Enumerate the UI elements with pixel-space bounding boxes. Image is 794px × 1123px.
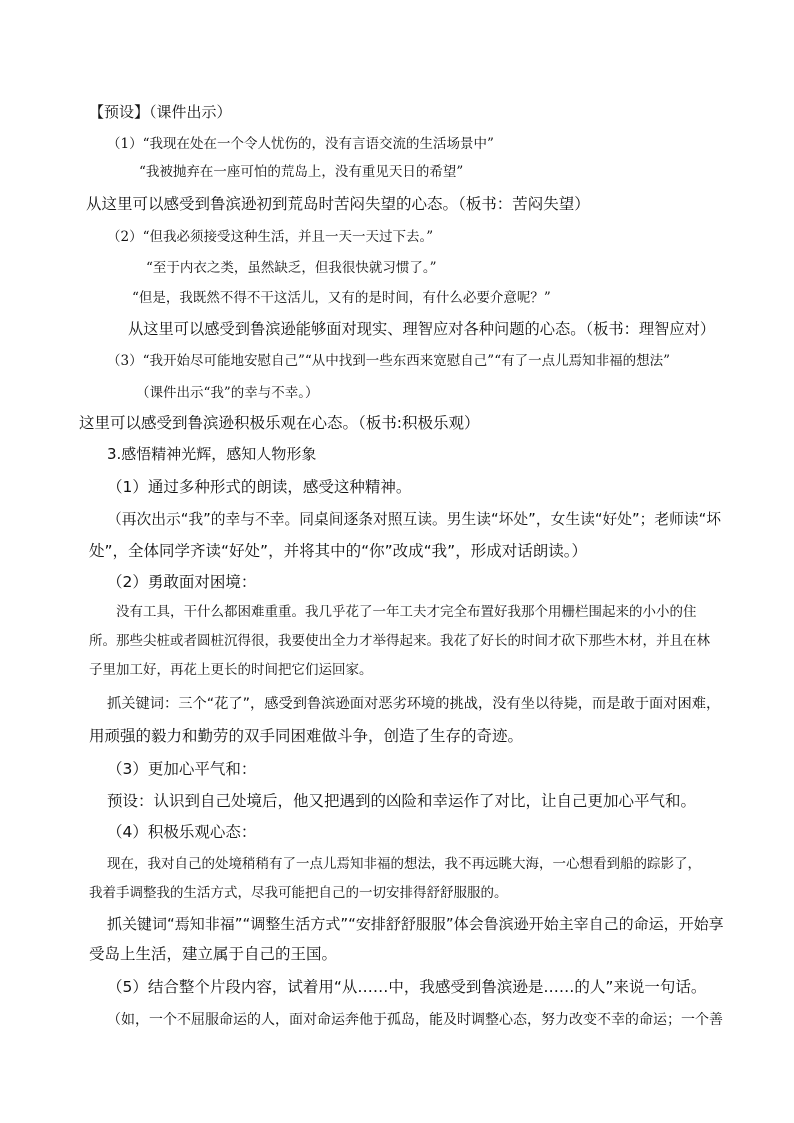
paragraph-line: 从这里可以感受到鲁滨逊能够面对现实、理智应对各种问题的心态。（板书：理智应对） bbox=[128, 320, 716, 338]
excerpt-line: 现在，我对自己的处境稍稍有了一点儿焉知非福的想法，我不再远眺大海，一心想看到船的踪影了， bbox=[107, 856, 701, 872]
quote-line: “但是，我既然不得不干这活儿，又有的是时间，有什么必要介意呢？” bbox=[132, 290, 551, 306]
paragraph-line: 受岛上生活，建立属于自己的王国。 bbox=[89, 945, 338, 963]
paragraph-line: （如，一个不屈服命运的人，面对命运奔他于孤岛，能及时调整心态，努力改变不幸的命运；一个善 bbox=[107, 1012, 723, 1028]
paragraph-line: 抓关键词：三个“花了”，感受到鲁滨逊面对恶劣环境的挑战，没有坐以待毙，而是敢于面对困难， bbox=[107, 696, 721, 712]
paragraph-line: 处”，全体同学齐读“好处”，并将其中的“你”改成“我”，形成对话朗读。） bbox=[89, 542, 587, 560]
paragraph-line: 用顽强的毅力和勤劳的双手同困难做斗争，创造了生存的奇迹。 bbox=[89, 727, 524, 745]
subheading: （5）结合整个片段内容，试着用“从……中，我感受到鲁滨逊是……的人”来说一句话。 bbox=[107, 978, 707, 996]
quote-line: （1）“我现在处在一个令人忧伤的，没有言语交流的生活场景中” bbox=[107, 136, 494, 152]
excerpt-line: 子里加工好，再花上更长的时间把它们运回家。 bbox=[89, 662, 373, 678]
quote-line: “我被抛弃在一座可怕的荒岛上，没有重见天日的希望” bbox=[139, 164, 464, 180]
quote-line: （课件出示“我”的幸与不幸。） bbox=[136, 385, 319, 401]
subheading: （1）通过多种形式的朗读，感受这种精神。 bbox=[107, 478, 412, 496]
paragraph-line: （再次出示“我”的幸与不幸。同桌间逐条对照互读。男生读“坏处”，女生读“好处”；老师读“坏 bbox=[107, 511, 721, 528]
quote-line: （3）“我开始尽可能地安慰自己”“从中找到一些东西来宽慰自己”“有了一点儿焉知非福的想法” bbox=[107, 353, 670, 369]
subheading: （3）更加心平气和： bbox=[107, 760, 257, 778]
excerpt-line: 所。那些尖桩或者圆桩沉得很，我要使出全力才举得起来。我花了好长的时间才砍下那些木材，并且在林 bbox=[89, 633, 710, 649]
quote-line: （2）“但我必须接受这种生活，并且一天一天过下去。” bbox=[107, 229, 434, 245]
paragraph-line: 从这里可以感受到鲁滨逊初到荒岛时苦闷失望的心态。（板书：苦闷失望） bbox=[86, 195, 590, 213]
excerpt-line: 我着手调整我的生活方式，尽我可能把自己的一切安排得舒舒服服的。 bbox=[89, 885, 508, 901]
paragraph-line: 预设：认识到自己处境后，他又把遇到的凶险和幸运作了对比，让自己更加心平气和。 bbox=[107, 792, 697, 810]
subheading: （4）积极乐观心态： bbox=[107, 823, 257, 841]
subheading: （2）勇敢面对困境： bbox=[107, 573, 257, 591]
preset-heading: 【预设】（课件出示） bbox=[89, 103, 232, 121]
paragraph-line: 这里可以感受到鲁滨逊积极乐观在心态。（板书:积极乐观） bbox=[79, 414, 480, 432]
paragraph-line: 抓关键词“焉知非福”“调整生活方式”“安排舒舒服服”体会鲁滨逊开始主宰自己的命运，开始享 bbox=[107, 915, 724, 933]
section-heading: 3.感悟精神光辉，感知人物形象 bbox=[107, 445, 317, 463]
excerpt-line: 没有工具，干什么都困难重重。我几乎花了一年工夫才完全布置好我那个用栅栏围起来的小小的住 bbox=[116, 604, 697, 620]
quote-line: “至于内衣之类，虽然缺乏，但我很快就习惯了。” bbox=[146, 260, 437, 276]
